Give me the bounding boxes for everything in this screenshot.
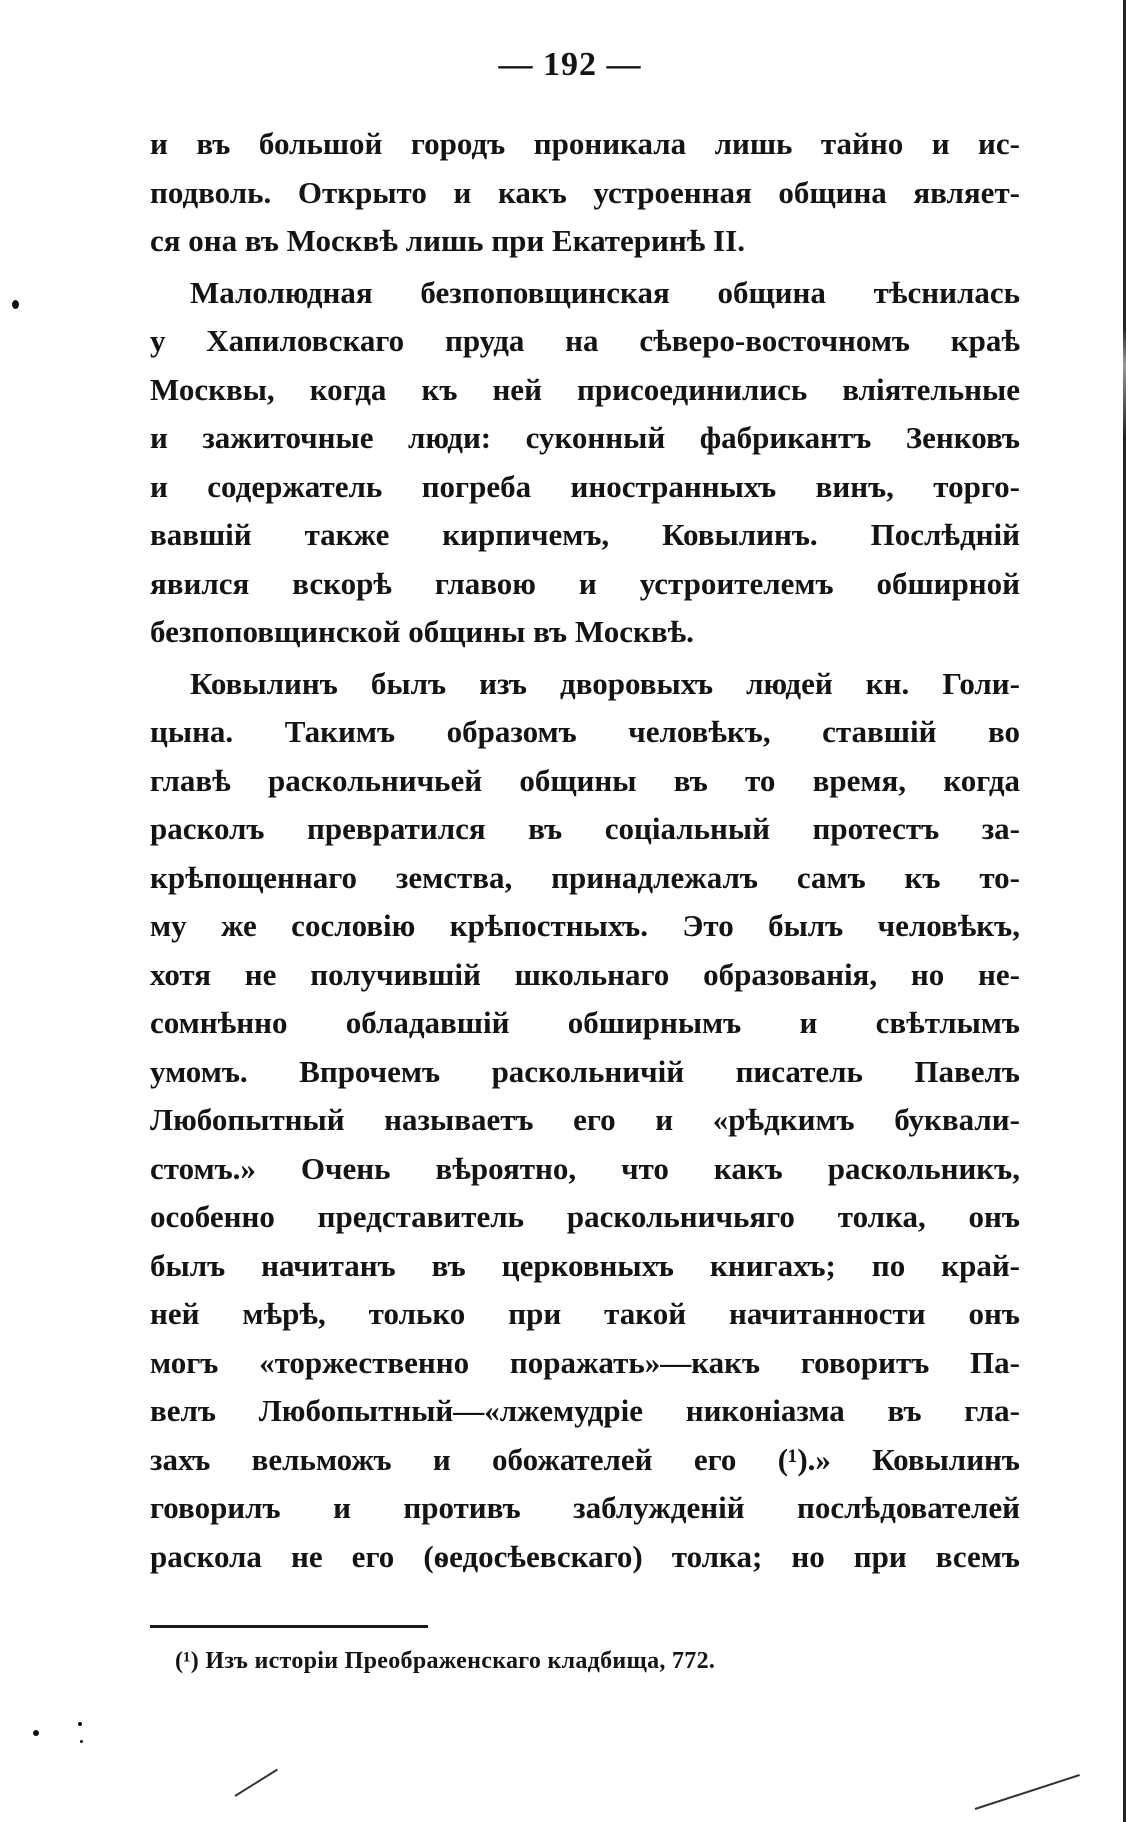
text-line: безпоповщинской общины въ Москвѣ. — [150, 614, 694, 649]
text-line: стомъ.» Очень вѣроятно, что какъ раскольникъ, — [150, 1150, 1020, 1186]
text-line: ся она въ Москвѣ лишь при Екатеринѣ II. — [150, 223, 745, 258]
text-line: захъ вельможъ и обожателей его (¹).» Ковылинъ — [150, 1441, 1020, 1477]
text-line: ней мѣрѣ, только при такой начитанности онъ — [150, 1296, 1020, 1331]
text-line: Ковылинъ былъ изъ дворовыхъ людей кн. Голи- — [190, 665, 1020, 701]
text-line: сомнѣнно обладавшій обширнымъ и свѣтлымъ — [150, 1005, 1020, 1040]
text-line: говорилъ и противъ заблужденій послѣдователей — [150, 1490, 1020, 1525]
text-line: вавшій также кирпичемъ, Ковылинъ. Послѣдній — [150, 517, 1020, 552]
text-line: у Хапиловскаго пруда на сѣверо-восточномъ краѣ — [150, 323, 1020, 358]
scan-speck — [80, 1740, 83, 1743]
text-line: былъ начитанъ въ церковныхъ книгахъ; по край- — [150, 1247, 1020, 1283]
text-line: и въ большой городъ проникала лишь тайно и ис- — [150, 126, 1020, 161]
footnote: (¹) Изъ исторіи Преображенскаго кладбища, 772. — [175, 1648, 716, 1674]
text-line: му же сословію крѣпостныхъ. Это былъ человѣкъ, — [150, 908, 1020, 943]
text-line: и содержатель погреба иностранныхъ винъ, торго- — [150, 468, 1020, 504]
text-line: подволь. Открыто и какъ устроенная община являет- — [150, 174, 1020, 210]
text-line: раскола не его (ѳедосѣевскаго) толка; но при всемъ — [150, 1538, 1020, 1574]
body-text — [150, 120, 1020, 1581]
text-line: Малолюдная безпоповщинская община тѣснилась — [190, 274, 1020, 310]
text-line: главѣ раскольничьей общины въ то время, когда — [150, 762, 1020, 798]
paragraph-1 — [150, 120, 1020, 266]
text-line: цына. Такимъ образомъ человѣкъ, ставшій во — [150, 714, 1020, 749]
text-line: Москвы, когда къ ней присоединились вліятельные — [150, 371, 1020, 407]
scan-speck — [78, 1722, 82, 1726]
scan-scratch — [975, 1774, 1080, 1810]
paragraph-2 — [150, 269, 1020, 657]
text-line: явился вскорѣ главою и устроителемъ обширной — [150, 565, 1020, 601]
page-number: — 192 — — [498, 46, 642, 83]
footnote-rule — [150, 1625, 428, 1628]
text-line: крѣпощеннаго земства, принадлежалъ самъ къ то- — [150, 859, 1020, 895]
text-line: могъ «торжественно поражать»—какъ говоритъ Па- — [150, 1344, 1020, 1380]
text-line: умомъ. Впрочемъ раскольничій писатель Павелъ — [150, 1053, 1020, 1089]
paragraph-3 — [150, 660, 1020, 1582]
scan-scratch — [234, 1769, 277, 1797]
text-line: Любопытный называетъ его и «рѣдкимъ буквали- — [150, 1102, 1020, 1137]
scan-speck — [33, 1730, 39, 1736]
text-line: велъ Любопытный—«лжемудріе никоніазма въ гла- — [150, 1393, 1020, 1428]
scan-speck — [12, 300, 19, 309]
text-line: и зажиточные люди: суконный фабрикантъ Зенковъ — [150, 420, 1020, 455]
text-line: расколъ превратился въ соціальный протестъ за- — [150, 811, 1020, 846]
binding-edge — [1123, 0, 1126, 1822]
text-line: особенно представитель раскольничьяго толка, онъ — [150, 1199, 1020, 1234]
text-line: хотя не получившій школьнаго образованія, но не- — [150, 956, 1020, 992]
